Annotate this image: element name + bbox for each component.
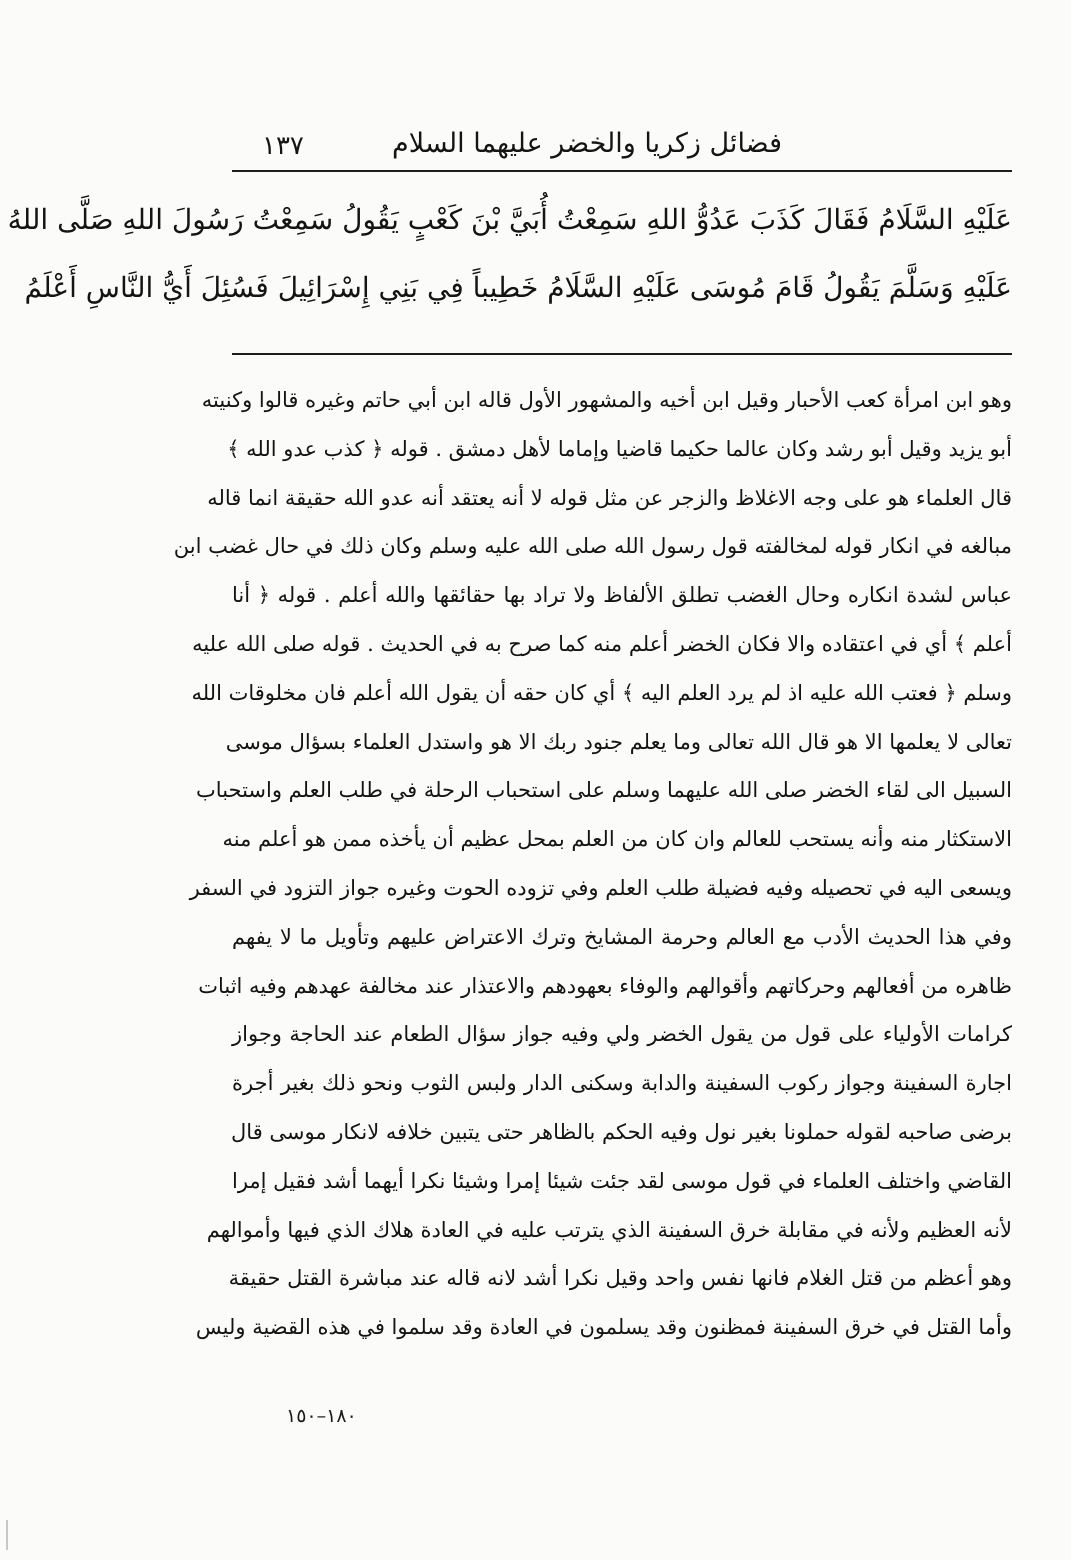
commentary-line: وسلم ﴿ فعتب الله عليه اذ لم يرد العلم اليه ﴾ أي كان حقه أن يقول الله أعلم فان مخلوقات الله: [191, 680, 1012, 705]
commentary-line: وفي هذا الحديث الأدب مع العالم وحرمة المشايخ وترك الاعتراض عليهم وتأويل ما لا يفهم: [232, 924, 1012, 949]
hadith-divider: [232, 353, 1012, 355]
hadith-line: عَلَيْهِ وَسَلَّمَ يَقُولُ قَامَ مُوسَى عَلَيْهِ السَّلَامُ خَطِيباً فِي بَنِي إِسْرَائِيلَ فَسُئِلَ أَيُّ النَّاسِ أَعْلَمُ: [24, 271, 1012, 304]
commentary-text: [173, 376, 1012, 1352]
commentary-line: أبو يزيد وقيل أبو رشد وكان عالما حكيما قاضيا وإماما لأهل دمشق . قوله ﴿ كذب عدو الله ﴾: [227, 436, 1012, 461]
commentary-line: وهو أعظم من قتل الغلام فانها نفس واحد وقيل نكرا أشد لانه قاله عند مباشرة القتل حقيقة: [228, 1266, 1012, 1291]
header-divider: [232, 170, 1012, 172]
printer-signature: ١٨٠–١٥٠: [286, 1405, 357, 1427]
running-title: فضائل زكريا والخضر عليهما السلام: [392, 128, 782, 159]
commentary-line: قال العلماء هو على وجه الاغلاظ والزجر عن مثل قوله لا أنه يعتقد أنه عدو الله حقيقة انما قاله: [207, 485, 1012, 510]
page-number: ١٣٧: [262, 131, 304, 161]
commentary-line: مبالغه في انكار قوله لمخالفته قول رسول الله صلى الله عليه وسلم وكان ذلك في حال غضب ابن: [173, 534, 1012, 559]
commentary-line: وهو ابن امرأة كعب الأحبار وقيل ابن أخيه والمشهور الأول قاله ابن أبي حاتم وغيره قالوا وكنيته: [201, 388, 1012, 412]
commentary-line: وأما القتل في خرق السفينة فمظنون وقد يسلمون في العادة وقد سلموا في هذه القضية وليس: [195, 1315, 1012, 1340]
commentary-line: عباس لشدة انكاره وحال الغضب تطلق الألفاظ ولا تراد بها حقائقها والله أعلم . قوله ﴿ أنا: [232, 583, 1012, 608]
commentary-line: أعلم ﴾ أي في اعتقاده والا فكان الخضر أعلم منه كما صرح به في الحديث . قوله صلى الله عليه: [192, 631, 1012, 656]
hadith-line: عَلَيْهِ السَّلَامُ فَقَالَ كَذَبَ عَدُوُّ اللهِ سَمِعْتُ أُبَيَّ بْنَ كَعْبٍ يَقُولُ سَمِعْتُ رَسُولَ اللهِ صَلَّى اللهُ: [7, 203, 1012, 236]
commentary-line: لأنه العظيم ولأنه في مقابلة خرق السفينة الذي يترتب عليه في العادة هلاك الذي فيها وأموالهم: [206, 1217, 1012, 1242]
commentary-line: برضى صاحبه لقوله حملونا بغير نول وفيه الحكم بالظاهر حتى يتبين خلافه لانكار موسى قال: [231, 1119, 1012, 1144]
commentary-line: ويسعى اليه في تحصيله وفيه فضيلة طلب العلم وفي تزوده الحوت وغيره جواز التزود في السفر: [189, 875, 1012, 900]
commentary-line: ظاهره من أفعالهم وحركاتهم وأقوالهم والوفاء بعهودهم والاعتذار عند مخالفة عهدهم وفيه اثبات: [198, 973, 1012, 998]
commentary-line: تعالى لا يعلمها الا هو قال الله تعالى وما يعلم جنود ربك الا هو واستدل العلماء بسؤال موسى: [225, 729, 1012, 754]
hadith-text: [7, 186, 1012, 322]
commentary-line: القاضي واختلف العلماء في قول موسى لقد جئت شيئا إمرا وشيئا نكرا أيهما أشد فقيل إمرا: [232, 1168, 1012, 1193]
scan-edge-mark: [6, 1520, 8, 1550]
page-header: [232, 118, 1012, 166]
commentary-line: كرامات الأولياء على قول من يقول الخضر ولي وفيه جواز سؤال الطعام عند الحاجة وجواز: [232, 1022, 1012, 1047]
commentary-line: اجارة السفينة وجواز ركوب السفينة والدابة وسكنى الدار ولبس الثوب ونحو ذلك بغير أجرة: [232, 1071, 1012, 1096]
commentary-line: الاستكثار منه وأنه يستحب للعالم وان كان من العلم بمحل عظيم أن يأخذه ممن هو أعلم منه: [222, 827, 1012, 852]
commentary-line: السبيل الى لقاء الخضر صلى الله عليهما وسلم على استحباب الرحلة في طلب العلم واستحباب: [196, 778, 1012, 803]
